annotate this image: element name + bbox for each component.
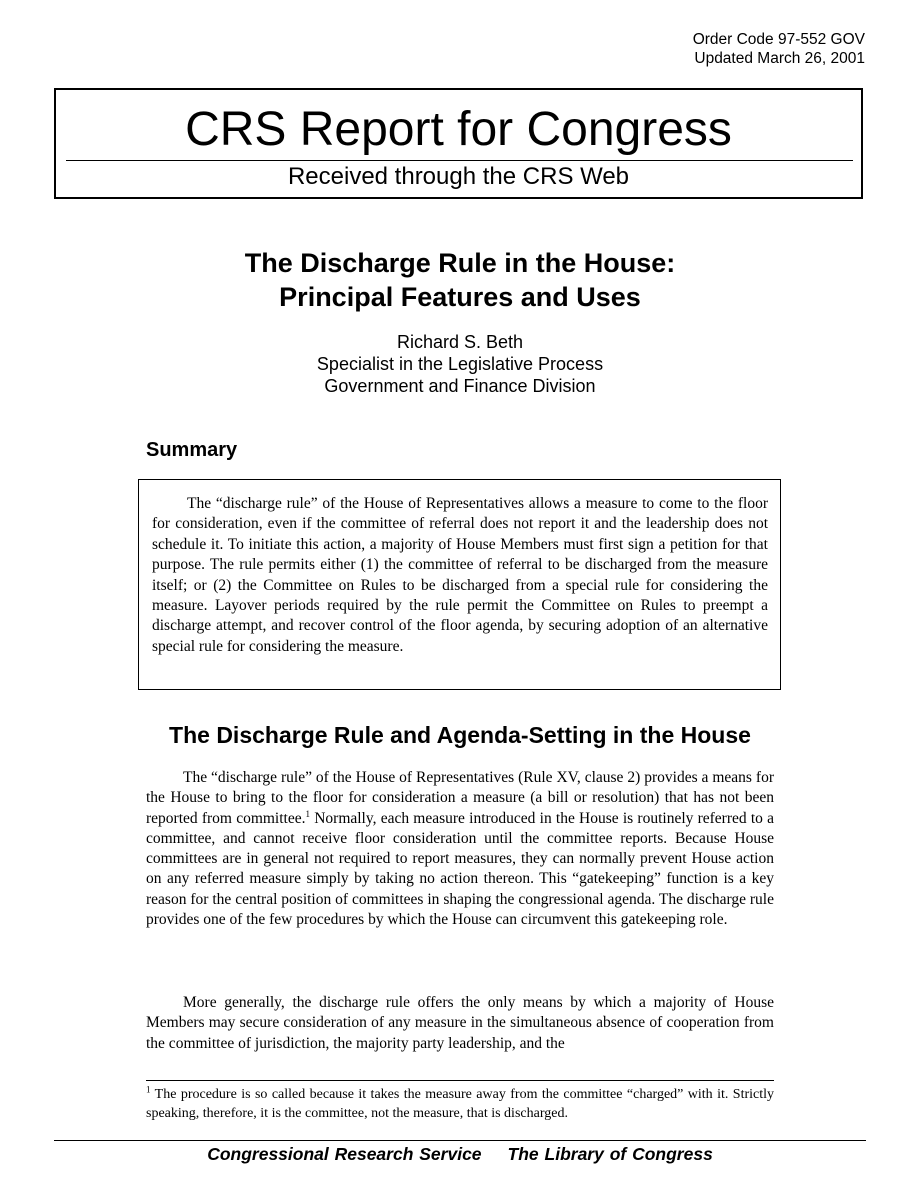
masthead-divider <box>66 160 853 161</box>
footnote-number: 1 <box>146 1084 151 1095</box>
report-title <box>0 246 920 314</box>
author-name: Richard S. Beth <box>396 332 524 352</box>
report-title-line-2: Principal Features and Uses <box>279 282 641 312</box>
summary-text: The “discharge rule” of the House of Representatives allows a measure to come to the floor for consideration, even if the committee of referral does not report it and the leadership does not schedule it. To initiate this action, a majority of House Members must first sign a petition for that purpose. The rule permits either (1) the committee of referral to be discharged from the measure itself; or (2) the Committee on Rules to be discharged from a special rule for considering the measure. Layover periods required by the rule permit the Committee on Rules to preempt a discharge attempt, and recover control of the floor agenda, by securing adoption of an alternative special rule for considering the measure. <box>152 495 768 655</box>
paragraph-1-text-a: The “discharge rule” of the House of Representatives (Rule XV, clause 2) provides a means for the House to bring to the floor for consideration a measure (a bill or resolution) that has not been reported from committee. <box>146 769 774 827</box>
footnote <box>146 1085 774 1123</box>
report-title-line-1: The Discharge Rule in the House: <box>244 248 676 278</box>
order-code-block <box>693 30 865 68</box>
footnote-text: The procedure is so called because it takes the measure away from the committee “charged” with it. Strictly speaking, therefore, it is the committee, not the measure, that is discharged. <box>146 1087 774 1121</box>
footnote-divider <box>146 1080 774 1081</box>
masthead-box <box>54 88 863 199</box>
author-division: Government and Finance Division <box>324 376 596 396</box>
summary-heading: Summary <box>146 439 238 461</box>
updated-date: Updated March 26, 2001 <box>694 50 865 67</box>
footer-left: Congressional Research Service <box>207 1144 482 1164</box>
paragraph-1-text-b: Normally, each measure introduced in the House is routinely referred to a committee, and cannot receive floor consideration until the committee reports. Because House committees are in general not required to report measures, they can normally prevent House action on any referred measure simply by taking no action thereon. This “gatekeeping” function is a key reason for the central position of committees in shaping the congressional agenda. The discharge rule provides one of the few procedures by which the House can circumvent this gatekeeping role. <box>146 809 774 929</box>
section-heading: The Discharge Rule and Agenda-Setting in the House <box>169 722 751 748</box>
footnote-reference: 1 <box>305 808 310 819</box>
author-title: Specialist in the Legislative Process <box>316 354 604 374</box>
page-footer <box>0 1143 920 1165</box>
body-paragraph-1 <box>146 768 774 930</box>
body-paragraph-2: More generally, the discharge rule offers the only means by which a majority of House Members may secure consideration of any measure in the simultaneous absence of cooperation from the committee of jurisdiction, the majority party leadership, and the <box>146 994 774 1052</box>
author-block <box>0 331 920 397</box>
masthead-subtitle: Received through the CRS Web <box>287 163 630 190</box>
footer-divider <box>54 1140 866 1141</box>
summary-box <box>138 479 781 690</box>
masthead-title: CRS Report for Congress <box>185 103 732 156</box>
order-code: Order Code 97-552 GOV <box>692 31 865 48</box>
footer-right: The Library of Congress <box>507 1144 713 1164</box>
